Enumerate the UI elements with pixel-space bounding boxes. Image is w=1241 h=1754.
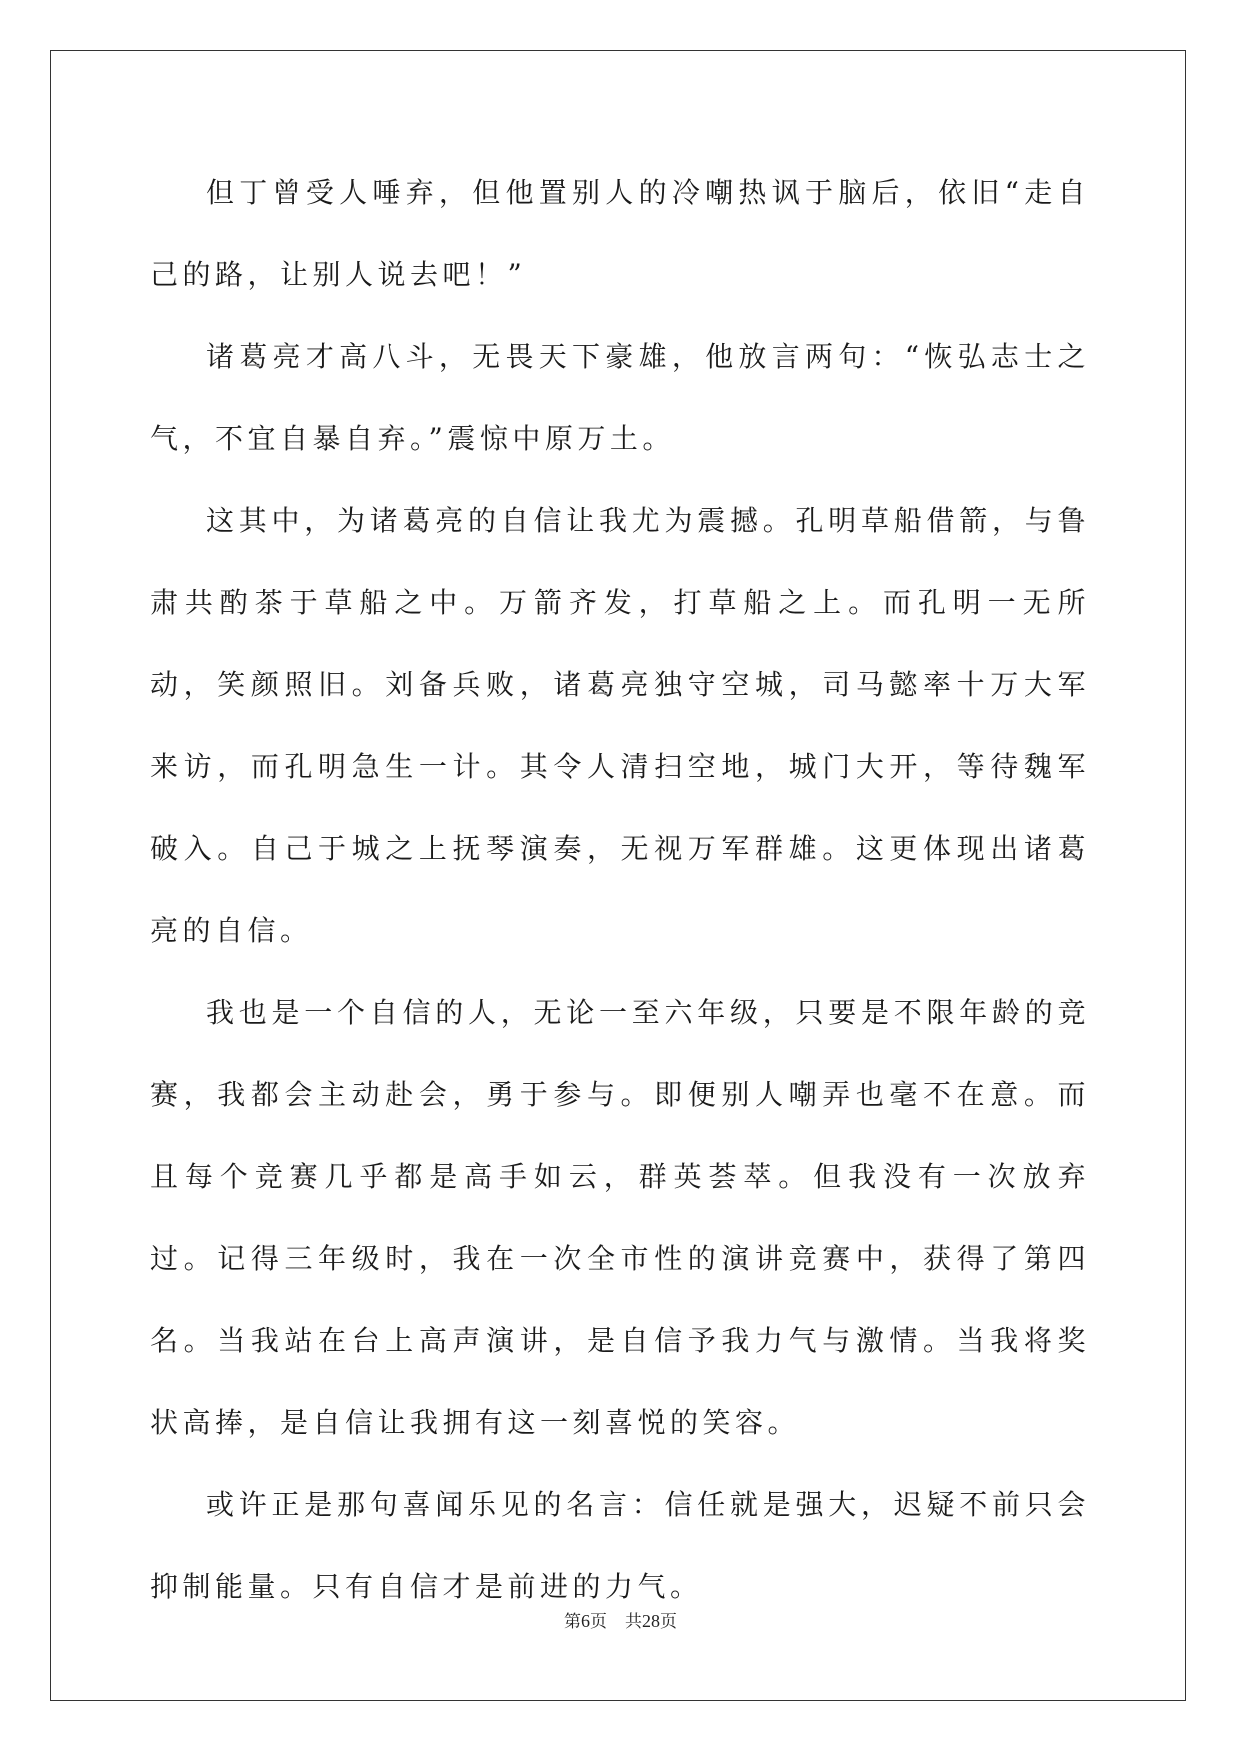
total-prefix: 共	[625, 1612, 642, 1632]
total-page-count: 28	[642, 1611, 660, 1631]
paragraph-5: 或许正是那句喜闻乐见的名言：信任就是强大，迟疑不前只会抑制能量。只有自信才是前进的力气。	[150, 1488, 1090, 1603]
page-suffix: 页	[590, 1612, 607, 1632]
total-suffix: 页	[660, 1612, 677, 1632]
paragraph-2: 诸葛亮才高八斗，无畏天下豪雄，他放言两句：“恢弘志士之气，不宜自暴自弃。”震惊中原万土。	[150, 340, 1090, 455]
paragraph-4: 我也是一个自信的人，无论一至六年级，只要是不限年龄的竞赛，我都会主动赴会，勇于参与。即便别人嘲弄也毫不在意。而且每个竞赛几乎都是高手如云，群英荟萃。但我没有一次放弃过。记得三年级时，我在一次全市性的演讲竞赛中，获得了第四名。当我站在台上高声演讲，是自信予我力气与激情。当我将奖状高捧，是自信让我拥有这一刻喜悦的笑容。	[150, 996, 1090, 1439]
page-footer	[0, 1609, 1241, 1634]
paragraph-1: 但丁曾受人唾弃，但他置别人的冷嘲热讽于脑后，依旧“走自己的路，让别人说去吧！”	[150, 176, 1090, 291]
document-body	[150, 152, 1090, 1628]
page-prefix: 第	[564, 1612, 581, 1632]
paragraph-3: 这其中，为诸葛亮的自信让我尤为震撼。孔明草船借箭，与鲁肃共酌茶于草船之中。万箭齐发，打草船之上。而孔明一无所动，笑颜照旧。刘备兵败，诸葛亮独守空城，司马懿率十万大军来访，而孔明急生一计。其令人清扫空地，城门大开，等待魏军破入。自己于城之上抚琴演奏，无视万军群雄。这更体现出诸葛亮的自信。	[150, 504, 1090, 947]
current-page-number: 6	[581, 1611, 590, 1631]
